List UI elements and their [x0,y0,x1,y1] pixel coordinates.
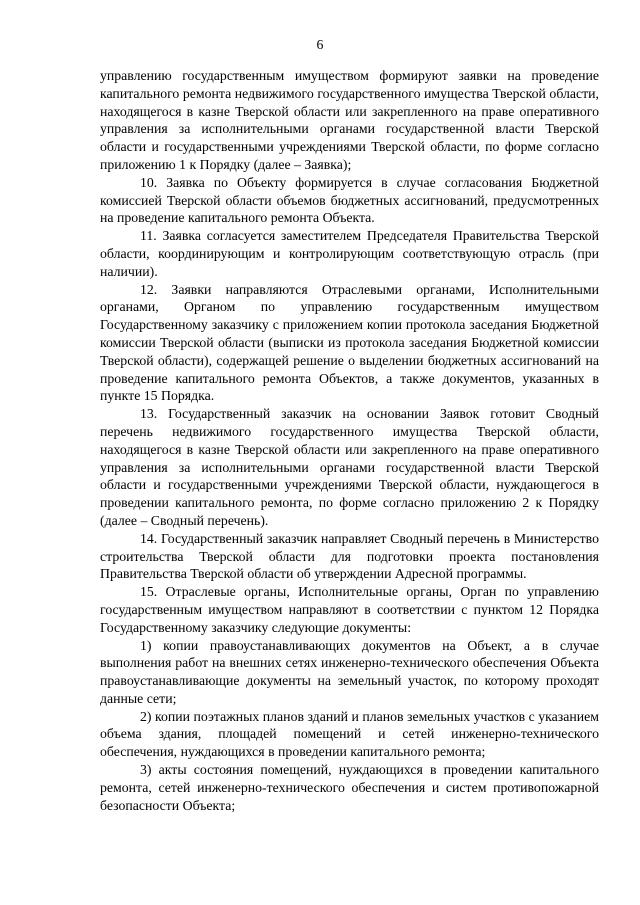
paragraph-subitem-2: 2) копии поэтажных планов зданий и планов земельных участков с указанием объема здания, площадей помещений и сетей инженерно-технического обеспечения, нуждающихся в проведении капитального ремонта; [100,708,599,760]
document-body [100,67,599,814]
paragraph-item-14: 14. Государственный заказчик направляет Сводный перечень в Министерство строительства Тверской области для подготовки проекта постановления Правительства Тверской области об утверждении Адресной программы. [100,530,599,582]
paragraph-item-10: 10. Заявка по Объекту формируется в случае согласования Бюджетной комиссией Тверской области объемов бюджетных ассигнований, предусмотренных на проведение капитального ремонта Объекта. [100,174,599,226]
page-number: 6 [316,37,324,52]
paragraph-subitem-3: 3) акты состояния помещений, нуждающихся в проведении капитального ремонта, сетей инженерно-технического обеспечения и систем противопожарной безопасности Объекта; [100,762,599,813]
paragraph-item-15: 15. Отраслевые органы, Исполнительные органы, Орган по управлению государственным имуществом направляют в соответствии с пунктом 12 Порядка Государственному заказчику следующие документы: [100,584,599,635]
paragraph-subitem-1: 1) копии правоустанавливающих документов на Объект, а в случае выполнения работ на внешних сетях инженерно-технического обеспечения Объекта правоустанавливающие документы на земельный участок, по которому проходят данные сети; [100,637,599,706]
paragraph-continuation: управлению государственным имуществом формируют заявки на проведение капитального ремонта недвижимого государственного имущества Тверской области, находящегося в казне Тверской области или закрепленного на праве оперативного управления за исполнительными органами государственной власти Тверской области и государственными учреждениями Тверской области, по форме согласно приложению 1 к Порядку (далее – Заявка); [100,68,599,172]
paragraph-item-12: 12. Заявки направляются Отраслевыми органами, Исполнительными органами, Органом по управлению государственным имуществом Государственному заказчику с приложением копии протокола заседания Бюджетной комиссии Тверской области (выписки из протокола заседания Бюджетной комиссии Тверской области), содержащей решение о выделении бюджетных ассигнований на проведение капитального ремонта Объектов, а также документов, указанных в пункте 15 Порядка. [100,281,599,404]
paragraph-item-13: 13. Государственный заказчик на основании Заявок готовит Сводный перечень недвижимого государственного имущества Тверской области, находящегося в казне Тверской области или закрепленного на праве оперативного управления за исполнительными органами государственной власти Тверской области и государственными учреждениями Тверской области, нуждающегося в проведении капитального ремонта, по форме согласно приложению 2 к Порядку (далее – Сводный перечень). [100,406,599,528]
paragraph-item-11: 11. Заявка согласуется заместителем Председателя Правительства Тверской области, координирующим и контролирующим соответствующую отрасль (при наличии). [100,228,599,279]
